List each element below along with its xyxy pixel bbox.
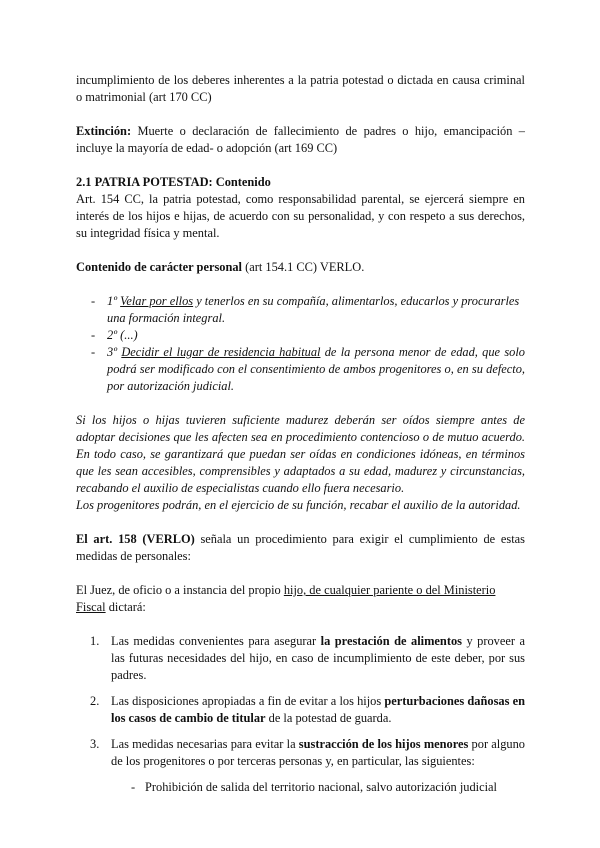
spacer xyxy=(76,514,525,531)
item-text: y tenerlos en su compañía, alimentarlos, educarlos y procurarles una formación integral. xyxy=(107,294,520,325)
measure-bold: sustracción de los hijos menores xyxy=(298,737,469,751)
measure-bold: perturbaciones dañosas en los casos de cambio de titular xyxy=(111,694,525,725)
extincion-text: Muerte o declaración de fallecimiento de padres o hijo, emancipación –incluye la mayoría de edad- o adopción (art 169 CC) xyxy=(76,124,525,155)
measure-text: de la potestad de guarda. xyxy=(265,711,392,725)
dash-marker: - xyxy=(91,294,96,308)
paragraph-extincion xyxy=(76,123,525,157)
spacer xyxy=(76,565,525,582)
measure-text: por alguno de los progenitores o por terceras personas y, en particular, las siguientes: xyxy=(111,737,525,768)
measure-text: y proveer a las futuras necesidades del hijo, en caso de incumplimiento de este deber, por sus padres. xyxy=(111,634,526,682)
art158-label: El art. 158 (VERLO) xyxy=(76,532,195,546)
paragraph-juez xyxy=(76,582,525,616)
paragraph-art154: Art. 154 CC, la patria potestad, como responsabilidad parental, se ejercerá siempre en interés de los hijos e hijas, de acuerdo con su personalidad, y con respeto a sus derechos, su integridad física y mental. xyxy=(76,192,525,240)
measure-number: 2. xyxy=(90,694,100,708)
spacer xyxy=(76,242,525,259)
list-item xyxy=(76,293,525,327)
sub-list-item xyxy=(76,779,525,796)
item-prefix: 2º (...) xyxy=(107,328,138,342)
dash-marker: - xyxy=(131,780,136,794)
list-item xyxy=(76,344,525,395)
item-prefix: 3º xyxy=(107,345,122,359)
extincion-label: Extinción: xyxy=(76,124,132,138)
measure-text: Las disposiciones apropiadas a fin de evitar a los hijos xyxy=(111,694,385,708)
measure-text: Las medidas convenientes para asegurar xyxy=(111,634,321,648)
spacer xyxy=(76,157,525,174)
paragraph-progenitores: Los progenitores podrán, en el ejercicio de su función, recabar el auxilio de la autoridad. xyxy=(76,498,521,512)
spacer xyxy=(76,276,525,293)
measure-item xyxy=(76,693,525,727)
item-prefix: 1º xyxy=(107,294,121,308)
item-text: de la persona menor de edad, que solo podrá ser modificado con el consentimiento de ambos progenitores o, en su defecto, por autorización judicial. xyxy=(107,345,525,393)
measure-text: Las medidas necesarias para evitar la xyxy=(111,737,299,751)
item-underlined: Velar por ellos xyxy=(120,294,194,308)
sub-item-text: Prohibición de salida del territorio nacional, salvo autorización judicial xyxy=(145,780,497,794)
spacer xyxy=(76,616,525,633)
measures-list xyxy=(76,633,525,770)
contenido-text: (art 154.1 CC) VERLO. xyxy=(242,260,365,274)
contenido-label: Contenido de carácter personal xyxy=(76,260,242,274)
paragraph-madurez: Si los hijos o hijas tuvieren suficiente madurez deberán ser oídos siempre antes de adoptar decisiones que les afecten sea en procedimiento contencioso o de mutuo acuerdo. En todo caso, se garantizará que puedan ser oídas en condiciones idóneas, en términos que les sean accesibles, comprensibles y adaptados a su edad, madurez y circunstancias, recabando el auxilio de especialistas cuando ello fuera necesario. xyxy=(76,413,525,495)
juez-prefix: El Juez, de oficio o a instancia del propio xyxy=(76,583,284,597)
measure-item xyxy=(76,736,525,770)
spacer xyxy=(76,106,525,123)
content-list xyxy=(76,293,525,395)
measure-number: 3. xyxy=(90,737,100,751)
measure-number: 1. xyxy=(90,634,100,648)
art158-text: señala un procedimiento para exigir el cumplimiento de estas medidas de personales: xyxy=(76,532,525,563)
spacer xyxy=(76,395,525,412)
sub-list xyxy=(76,779,525,796)
juez-underlined: hijo, de cualquier pariente o del Ministerio Fiscal xyxy=(76,583,496,614)
section-heading: 2.1 PATRIA POTESTAD: Contenido xyxy=(76,175,271,189)
list-item xyxy=(76,327,525,344)
dash-marker: - xyxy=(91,345,96,359)
dash-marker: - xyxy=(91,328,96,342)
document-page xyxy=(76,72,525,796)
item-underlined: Decidir el lugar de residencia habitual xyxy=(121,345,321,359)
measure-item xyxy=(76,633,525,684)
measure-bold: la prestación de alimentos xyxy=(320,634,462,648)
paragraph-contenido xyxy=(76,259,525,276)
spacer xyxy=(76,770,525,779)
paragraph-incumplimiento: incumplimiento de los deberes inherentes a la patria potestad o dictada en causa criminal o matrimonial (art 170 CC) xyxy=(76,73,525,104)
paragraph-art158 xyxy=(76,531,525,565)
juez-suffix: dictará: xyxy=(105,600,146,614)
